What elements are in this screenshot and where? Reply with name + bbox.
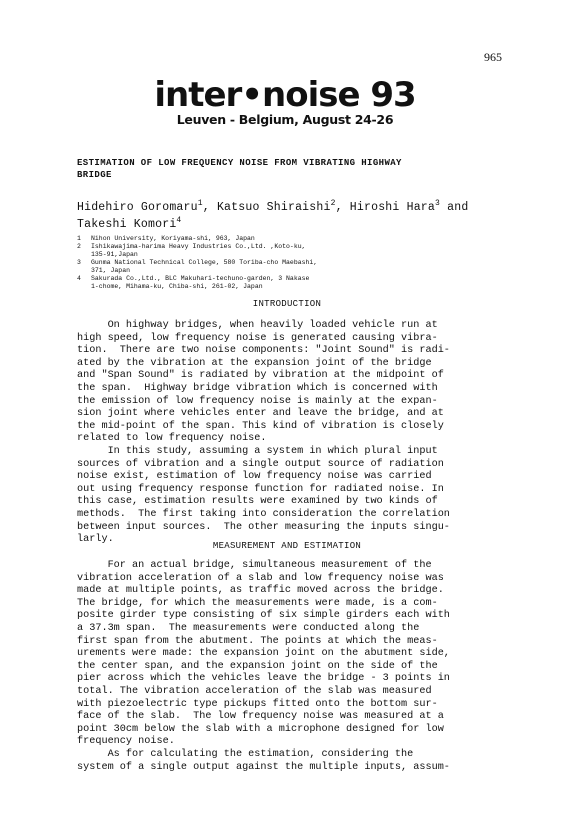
- text-line: the mid-point of the span. This kind of vibration is closely: [77, 420, 444, 432]
- author-separator: ,: [335, 200, 350, 214]
- section-heading-introduction: INTRODUCTION: [252, 299, 322, 309]
- affiliation-line: 371, Japan: [91, 267, 131, 274]
- affiliation: [77, 235, 397, 243]
- affiliation: [77, 259, 397, 275]
- text-line: first span from the abutment. The points at which the meas-: [77, 635, 438, 647]
- text-line: The bridge, for which the measurements were made, is a com-: [77, 597, 438, 609]
- affiliation-list: [77, 235, 397, 291]
- text-line: urements were made: the expansion joint on the abutment side,: [77, 648, 450, 660]
- author-mark: 3: [435, 199, 441, 208]
- text-line: and "Span Sound" is radiated by vibration at the midpoint of: [77, 370, 444, 382]
- text-line: noise exist, estimation of low frequency noise was carried: [77, 471, 432, 483]
- text-line: methods. The first taking into consideration the correlation: [77, 508, 450, 520]
- text-line: larly.: [77, 534, 114, 546]
- affiliation-number: 3: [77, 259, 81, 266]
- affiliation-line: 1-chome, Mihama-ku, Chiba-shi, 261-02, Japan: [91, 283, 263, 290]
- author-name: Takeshi Komori: [77, 217, 177, 231]
- text-line: sion joint where vehicles enter and leave the bridge, and at: [77, 408, 444, 420]
- author-list: [77, 197, 497, 231]
- affiliation-line: Nihon University, Koriyama-shi, 963, Japan: [91, 235, 255, 242]
- affiliation-line: Ishikawajima-harima Heavy Industries Co.,Ltd. ,Koto-ku,: [91, 243, 306, 250]
- author-separator: and: [440, 200, 469, 214]
- text-line: system of a single output against the multiple inputs, assum-: [77, 761, 450, 773]
- affiliation-number: 2: [77, 243, 81, 250]
- affiliation-number: 4: [77, 275, 81, 282]
- conference-logo: inter•noise 93: [154, 75, 416, 115]
- affiliation-line: Sakurada Co.,Ltd., BLC Makuhari-techuno-garden, 3 Nakase: [91, 275, 310, 282]
- text-line: high speed, low frequency noise is generated causing vibra-: [77, 332, 438, 344]
- text-line: frequency noise.: [77, 736, 175, 748]
- author-separator: ,: [202, 200, 217, 214]
- text-line: this case, estimation results were examined by two kinds of: [77, 496, 438, 508]
- text-line: sources of vibration and a single output source of radiation: [77, 458, 444, 470]
- text-line: tion. There are two noise components: "Joint Sound" is radi-: [77, 345, 450, 357]
- text-line: ated by the vibration at the expansion joint of the bridge: [77, 357, 432, 369]
- title-line: BRIDGE: [77, 170, 112, 180]
- text-line: posite girder type consisting of six simple girders each with: [77, 610, 450, 622]
- text-line: out using frequency response function for radiated noise. In: [77, 483, 444, 495]
- author-name: Hiroshi Hara: [349, 200, 436, 214]
- section-body-measurement: [77, 560, 493, 774]
- author-mark: 1: [197, 199, 203, 208]
- affiliation: [77, 243, 397, 259]
- text-line: the span. Highway bridge vibration which is concerned with: [77, 382, 438, 394]
- paper-title: [77, 157, 497, 181]
- affiliation-number: 1: [77, 235, 81, 242]
- text-line: a 37.3m span. The measurements were conducted along the: [77, 622, 420, 634]
- text-line: related to low frequency noise.: [77, 433, 267, 445]
- author-mark: 2: [330, 199, 336, 208]
- page-number: 965: [484, 50, 502, 64]
- affiliation-line: Gunma National Technical College, 580 Toriba-cho Maebashi,: [91, 259, 318, 266]
- text-line: made at multiple points, as traffic moved across the bridge.: [77, 585, 444, 597]
- text-line: In this study, assuming a system in which plural input: [77, 445, 438, 457]
- affiliation-line: 135-91,Japan: [91, 251, 138, 258]
- text-line: vibration acceleration of a slab and low frequency noise was: [77, 572, 444, 584]
- text-line: For an actual bridge, simultaneous measurement of the: [77, 560, 432, 571]
- text-line: pier across which the vehicles leave the bridge - 3 points in: [77, 673, 450, 685]
- text-line: the center span, and the expansion joint on the side of the: [77, 660, 438, 672]
- author-name: Hidehiro Goromaru: [77, 200, 198, 214]
- text-line: the emission of low frequency noise is mainly at the expan-: [77, 395, 438, 407]
- text-line: face of the slab. The low frequency noise was measured at a: [77, 711, 444, 723]
- affiliation: [77, 275, 397, 291]
- section-heading-measurement: MEASUREMENT AND ESTIMATION: [212, 541, 362, 551]
- title-line: ESTIMATION OF LOW FREQUENCY NOISE FROM VIBRATING HIGHWAY: [77, 158, 402, 168]
- author-name: Katsuo Shiraishi: [216, 200, 331, 214]
- text-line: with piezoelectric type pickups fitted onto the bottom sur-: [77, 698, 438, 710]
- text-line: total. The vibration acceleration of the slab was measured: [77, 685, 432, 697]
- text-line: between input sources. The other measuring the inputs singu-: [77, 521, 450, 533]
- conference-venue: Leuven - Belgium, August 24-26: [176, 112, 394, 127]
- text-line: point 30cm below the slab with a microphone designed for low: [77, 723, 444, 735]
- text-line: As for calculating the estimation, considering the: [77, 748, 414, 760]
- section-body-introduction: [77, 320, 493, 547]
- author-mark: 4: [176, 215, 182, 225]
- text-line: On highway bridges, when heavily loaded vehicle run at: [77, 320, 438, 331]
